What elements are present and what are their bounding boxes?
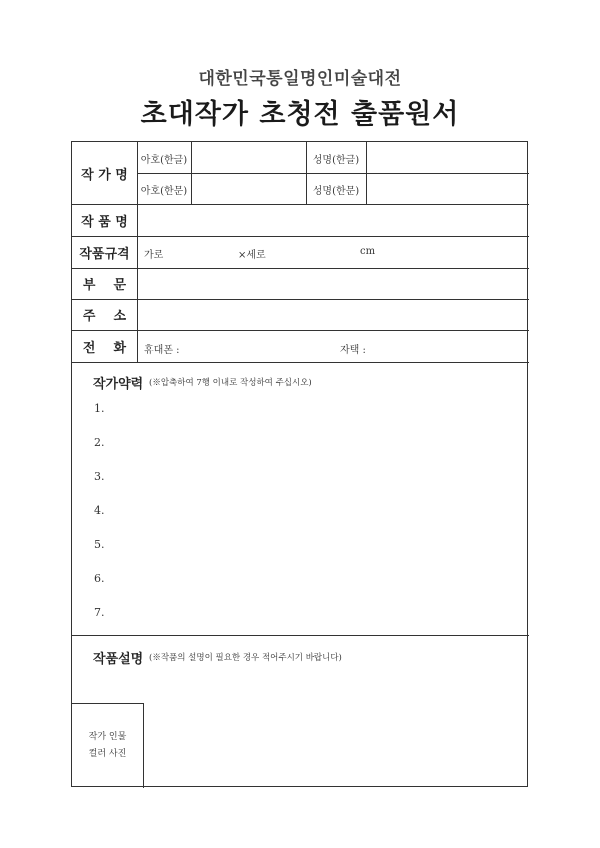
pen-name-hangul-field[interactable] (192, 142, 305, 173)
application-form (71, 141, 528, 787)
work-size-label: 작품규격 (79, 246, 130, 262)
bio-line-5: 5. (94, 538, 105, 551)
bio-line-1: 1. (94, 402, 105, 415)
name-hangul-field[interactable] (367, 142, 528, 173)
bio-line-7: 7. (94, 606, 105, 619)
bio-line-3: 3. (94, 470, 105, 483)
mobile-label: 휴대폰 : (144, 345, 180, 356)
name-hangul-label: 성명(한글) (312, 155, 360, 166)
home-phone-label: 자택 : (340, 345, 366, 356)
photo-box (72, 703, 143, 788)
category-label: 부 문 (82, 278, 127, 293)
divider (72, 330, 529, 331)
description-note: (※작품의 설명이 필요한 경우 적어주시기 바랍니다) (149, 653, 342, 663)
category-field[interactable] (138, 269, 528, 299)
name-hanja-field[interactable] (367, 174, 528, 204)
phone-label: 전 화 (82, 340, 127, 356)
name-hanja-label: 성명(한문) (312, 186, 360, 197)
work-title-label: 작 품 명 (81, 214, 128, 230)
divider (72, 635, 529, 636)
divider (72, 362, 529, 363)
event-subtitle: 대한민국통일명인미술대전 (198, 69, 402, 89)
height-label: ×세로 (238, 250, 266, 261)
artist-name-label: 작 가 명 (81, 167, 128, 183)
pen-name-hangul-label: 아호(한글) (140, 155, 188, 166)
unit-label: cm (360, 246, 376, 257)
pen-name-hanja-label: 아호(한문) (140, 186, 188, 197)
bio-line-4: 4. (94, 504, 105, 517)
photo-label-line1: 작가 인물 (88, 731, 127, 742)
width-label: 가로 (144, 250, 164, 261)
photo-label-line2: 컬러 사진 (88, 748, 127, 759)
bio-title: 작가약력 (93, 377, 144, 392)
divider (143, 703, 144, 788)
address-field[interactable] (138, 300, 528, 330)
bio-line-6: 6. (94, 572, 105, 585)
bio-line-2: 2. (94, 436, 105, 449)
pen-name-hanja-field[interactable] (192, 174, 305, 204)
form-title: 초대작가 초청전 출품원서 (140, 99, 460, 130)
work-title-field[interactable] (138, 205, 528, 236)
bio-note: (※압축하여 7행 이내로 작성하여 주십시오) (149, 378, 312, 388)
divider (72, 236, 529, 237)
description-title: 작품설명 (93, 652, 144, 667)
address-label: 주 소 (82, 309, 127, 324)
